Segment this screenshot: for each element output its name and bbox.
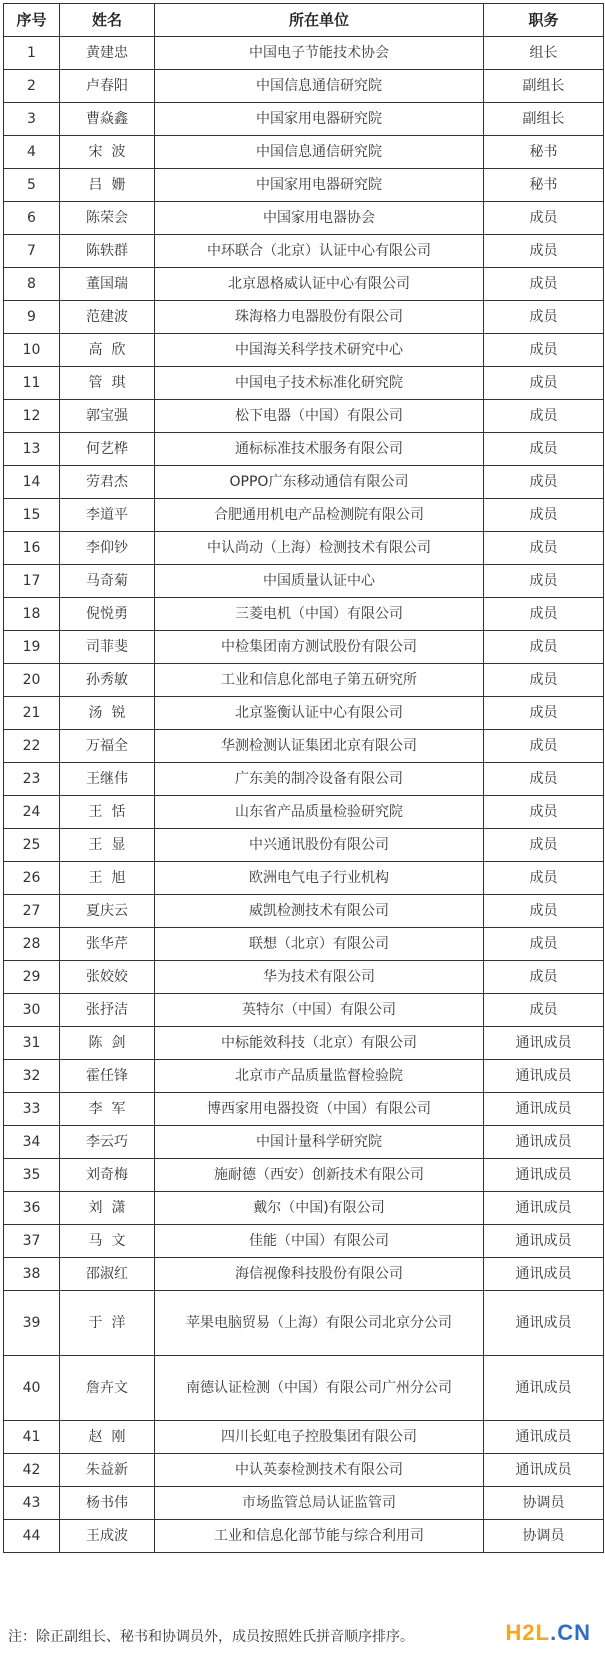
header-index: 序号 <box>4 4 60 37</box>
cell-index: 19 <box>4 631 60 664</box>
cell-role: 通讯成员 <box>484 1421 604 1454</box>
cell-name: 刘 潇 <box>60 1192 155 1225</box>
cell-organization: 市场监管总局认证监管司 <box>155 1487 484 1520</box>
cell-organization: 中检集团南方测试股份有限公司 <box>155 631 484 664</box>
cell-name: 朱益新 <box>60 1454 155 1487</box>
cell-role: 成员 <box>484 466 604 499</box>
table-row <box>4 730 604 763</box>
cell-index: 15 <box>4 499 60 532</box>
table-row <box>4 1356 604 1421</box>
watermark-part1: H2L <box>505 1620 551 1645</box>
cell-role: 成员 <box>484 400 604 433</box>
cell-organization: 戴尔（中国)有限公司 <box>155 1192 484 1225</box>
cell-name: 王 恬 <box>60 796 155 829</box>
cell-name: 陈轶群 <box>60 235 155 268</box>
cell-name: 陈荣会 <box>60 202 155 235</box>
cell-role: 成员 <box>484 499 604 532</box>
cell-role: 副组长 <box>484 70 604 103</box>
cell-index: 14 <box>4 466 60 499</box>
cell-organization: 英特尔（中国）有限公司 <box>155 994 484 1027</box>
cell-name: 杨书伟 <box>60 1487 155 1520</box>
cell-role: 通讯成员 <box>484 1192 604 1225</box>
cell-organization: 北京市产品质量监督检验院 <box>155 1060 484 1093</box>
cell-name: 刘奇梅 <box>60 1159 155 1192</box>
cell-role: 成员 <box>484 763 604 796</box>
table-header-row <box>4 4 604 37</box>
cell-organization: 工业和信息化部电子第五研究所 <box>155 664 484 697</box>
cell-role: 成员 <box>484 367 604 400</box>
cell-index: 25 <box>4 829 60 862</box>
cell-role: 通讯成员 <box>484 1454 604 1487</box>
header-organization: 所在单位 <box>155 4 484 37</box>
cell-index: 3 <box>4 103 60 136</box>
cell-name: 万福全 <box>60 730 155 763</box>
cell-role: 成员 <box>484 433 604 466</box>
table-row <box>4 565 604 598</box>
table-row <box>4 37 604 70</box>
cell-name: 邵淑红 <box>60 1258 155 1291</box>
cell-role: 成员 <box>484 598 604 631</box>
cell-index: 9 <box>4 301 60 334</box>
cell-index: 20 <box>4 664 60 697</box>
cell-organization: 中国信息通信研究院 <box>155 70 484 103</box>
member-table <box>3 3 604 1553</box>
cell-name: 卢春阳 <box>60 70 155 103</box>
table-row <box>4 1027 604 1060</box>
table-row <box>4 103 604 136</box>
cell-organization: 博西家用电器投资（中国）有限公司 <box>155 1093 484 1126</box>
table-row <box>4 829 604 862</box>
cell-role: 成员 <box>484 631 604 664</box>
cell-name: 李道平 <box>60 499 155 532</box>
table-row <box>4 631 604 664</box>
cell-index: 42 <box>4 1454 60 1487</box>
header-name: 姓名 <box>60 4 155 37</box>
cell-name: 范建波 <box>60 301 155 334</box>
cell-name: 霍任锋 <box>60 1060 155 1093</box>
cell-name: 李云巧 <box>60 1126 155 1159</box>
table-row <box>4 334 604 367</box>
cell-role: 协调员 <box>484 1487 604 1520</box>
cell-organization: 珠海格力电器股份有限公司 <box>155 301 484 334</box>
cell-organization: 海信视像科技股份有限公司 <box>155 1258 484 1291</box>
table-row <box>4 466 604 499</box>
cell-index: 17 <box>4 565 60 598</box>
cell-role: 成员 <box>484 697 604 730</box>
cell-role: 通讯成员 <box>484 1093 604 1126</box>
cell-index: 43 <box>4 1487 60 1520</box>
table-row <box>4 1520 604 1553</box>
cell-index: 10 <box>4 334 60 367</box>
table-row <box>4 664 604 697</box>
cell-index: 21 <box>4 697 60 730</box>
table-row <box>4 136 604 169</box>
table-row <box>4 994 604 1027</box>
cell-role: 成员 <box>484 334 604 367</box>
cell-organization: 苹果电脑贸易（上海）有限公司北京分公司 <box>155 1291 484 1356</box>
table-row <box>4 697 604 730</box>
cell-role: 通讯成员 <box>484 1225 604 1258</box>
table-row <box>4 961 604 994</box>
cell-name: 马奇菊 <box>60 565 155 598</box>
table-row <box>4 1192 604 1225</box>
cell-index: 2 <box>4 70 60 103</box>
table-row <box>4 1225 604 1258</box>
cell-organization: 中国电子节能技术协会 <box>155 37 484 70</box>
cell-index: 37 <box>4 1225 60 1258</box>
cell-name: 董国瑞 <box>60 268 155 301</box>
cell-organization: 中国电子技术标准化研究院 <box>155 367 484 400</box>
cell-organization: 四川长虹电子控股集团有限公司 <box>155 1421 484 1454</box>
cell-name: 王 旭 <box>60 862 155 895</box>
cell-index: 5 <box>4 169 60 202</box>
cell-name: 张华芹 <box>60 928 155 961</box>
table-row <box>4 367 604 400</box>
cell-organization: 佳能（中国）有限公司 <box>155 1225 484 1258</box>
cell-organization: OPPO广东移动通信有限公司 <box>155 466 484 499</box>
cell-name: 王继伟 <box>60 763 155 796</box>
table-row <box>4 70 604 103</box>
cell-role: 成员 <box>484 730 604 763</box>
table-row <box>4 1126 604 1159</box>
table-row <box>4 1454 604 1487</box>
cell-organization: 合肥通用机电产品检测院有限公司 <box>155 499 484 532</box>
cell-role: 成员 <box>484 928 604 961</box>
table-body <box>4 37 604 1553</box>
cell-index: 34 <box>4 1126 60 1159</box>
cell-index: 7 <box>4 235 60 268</box>
cell-index: 18 <box>4 598 60 631</box>
cell-organization: 中国信息通信研究院 <box>155 136 484 169</box>
cell-name: 李仰钞 <box>60 532 155 565</box>
member-table-container <box>3 3 603 1553</box>
cell-role: 成员 <box>484 235 604 268</box>
cell-name: 郭宝强 <box>60 400 155 433</box>
cell-index: 4 <box>4 136 60 169</box>
cell-index: 32 <box>4 1060 60 1093</box>
cell-organization: 松下电器（中国）有限公司 <box>155 400 484 433</box>
cell-role: 秘书 <box>484 169 604 202</box>
table-row <box>4 169 604 202</box>
cell-role: 成员 <box>484 202 604 235</box>
cell-role: 成员 <box>484 961 604 994</box>
cell-name: 高 欣 <box>60 334 155 367</box>
table-row <box>4 1487 604 1520</box>
cell-name: 于 洋 <box>60 1291 155 1356</box>
cell-name: 黄建忠 <box>60 37 155 70</box>
cell-name: 司菲斐 <box>60 631 155 664</box>
cell-organization: 中国家用电器研究院 <box>155 169 484 202</box>
cell-index: 27 <box>4 895 60 928</box>
cell-index: 29 <box>4 961 60 994</box>
cell-name: 夏庆云 <box>60 895 155 928</box>
cell-index: 36 <box>4 1192 60 1225</box>
cell-name: 赵 刚 <box>60 1421 155 1454</box>
cell-role: 成员 <box>484 565 604 598</box>
cell-role: 通讯成员 <box>484 1258 604 1291</box>
cell-role: 成员 <box>484 268 604 301</box>
cell-organization: 施耐德（西安）创新技术有限公司 <box>155 1159 484 1192</box>
cell-role: 成员 <box>484 895 604 928</box>
cell-index: 35 <box>4 1159 60 1192</box>
cell-name: 曹焱鑫 <box>60 103 155 136</box>
cell-index: 33 <box>4 1093 60 1126</box>
cell-organization: 中环联合（北京）认证中心有限公司 <box>155 235 484 268</box>
cell-role: 通讯成员 <box>484 1159 604 1192</box>
cell-role: 通讯成员 <box>484 1356 604 1421</box>
cell-name: 张抒洁 <box>60 994 155 1027</box>
cell-organization: 中国海关科学技术研究中心 <box>155 334 484 367</box>
table-row <box>4 235 604 268</box>
cell-organization: 中国计量科学研究院 <box>155 1126 484 1159</box>
cell-role: 成员 <box>484 829 604 862</box>
cell-index: 39 <box>4 1291 60 1356</box>
cell-name: 孙秀敏 <box>60 664 155 697</box>
cell-name: 王 显 <box>60 829 155 862</box>
cell-index: 8 <box>4 268 60 301</box>
cell-organization: 威凯检测技术有限公司 <box>155 895 484 928</box>
cell-index: 31 <box>4 1027 60 1060</box>
table-row <box>4 862 604 895</box>
cell-role: 成员 <box>484 796 604 829</box>
cell-organization: 山东省产品质量检验研究院 <box>155 796 484 829</box>
cell-organization: 中国家用电器研究院 <box>155 103 484 136</box>
cell-index: 40 <box>4 1356 60 1421</box>
table-row <box>4 1291 604 1356</box>
table-row <box>4 895 604 928</box>
cell-role: 成员 <box>484 862 604 895</box>
cell-organization: 三菱电机（中国）有限公司 <box>155 598 484 631</box>
table-row <box>4 598 604 631</box>
cell-name: 宋 波 <box>60 136 155 169</box>
table-row <box>4 763 604 796</box>
cell-name: 管 琪 <box>60 367 155 400</box>
cell-organization: 联想（北京）有限公司 <box>155 928 484 961</box>
cell-role: 通讯成员 <box>484 1291 604 1356</box>
cell-index: 16 <box>4 532 60 565</box>
cell-name: 詹卉文 <box>60 1356 155 1421</box>
cell-index: 1 <box>4 37 60 70</box>
table-row <box>4 1421 604 1454</box>
cell-index: 23 <box>4 763 60 796</box>
cell-organization: 中兴通讯股份有限公司 <box>155 829 484 862</box>
cell-organization: 中国质量认证中心 <box>155 565 484 598</box>
cell-name: 汤 锐 <box>60 697 155 730</box>
table-row <box>4 202 604 235</box>
table-row <box>4 928 604 961</box>
cell-name: 何艺桦 <box>60 433 155 466</box>
cell-organization: 中认尚动（上海）检测技术有限公司 <box>155 532 484 565</box>
cell-index: 44 <box>4 1520 60 1553</box>
cell-name: 陈 剑 <box>60 1027 155 1060</box>
table-row <box>4 301 604 334</box>
cell-index: 12 <box>4 400 60 433</box>
cell-organization: 工业和信息化部节能与综合利用司 <box>155 1520 484 1553</box>
site-watermark-logo <box>506 1620 591 1646</box>
table-row <box>4 532 604 565</box>
cell-role: 成员 <box>484 664 604 697</box>
cell-organization: 华测检测认证集团北京有限公司 <box>155 730 484 763</box>
footnote: 注：除正副组长、秘书和协调员外，成员按照姓氏拼音顺序排序。 <box>8 1629 414 1645</box>
table-row <box>4 433 604 466</box>
cell-role: 副组长 <box>484 103 604 136</box>
watermark-part2: .CN <box>550 1620 591 1645</box>
header-role: 职务 <box>484 4 604 37</box>
cell-index: 24 <box>4 796 60 829</box>
cell-organization: 华为技术有限公司 <box>155 961 484 994</box>
table-row <box>4 1060 604 1093</box>
table-row <box>4 1159 604 1192</box>
cell-index: 13 <box>4 433 60 466</box>
cell-name: 张姣姣 <box>60 961 155 994</box>
cell-index: 30 <box>4 994 60 1027</box>
cell-role: 协调员 <box>484 1520 604 1553</box>
cell-role: 成员 <box>484 301 604 334</box>
cell-name: 王成波 <box>60 1520 155 1553</box>
cell-role: 通讯成员 <box>484 1126 604 1159</box>
cell-index: 11 <box>4 367 60 400</box>
table-row <box>4 796 604 829</box>
cell-index: 28 <box>4 928 60 961</box>
cell-name: 马 文 <box>60 1225 155 1258</box>
cell-organization: 北京恩格威认证中心有限公司 <box>155 268 484 301</box>
cell-organization: 欧洲电气电子行业机构 <box>155 862 484 895</box>
cell-index: 26 <box>4 862 60 895</box>
cell-role: 通讯成员 <box>484 1027 604 1060</box>
cell-name: 李 军 <box>60 1093 155 1126</box>
table-row <box>4 400 604 433</box>
cell-index: 22 <box>4 730 60 763</box>
cell-role: 秘书 <box>484 136 604 169</box>
cell-role: 成员 <box>484 994 604 1027</box>
cell-index: 41 <box>4 1421 60 1454</box>
cell-organization: 通标标准技术服务有限公司 <box>155 433 484 466</box>
cell-organization: 广东美的制冷设备有限公司 <box>155 763 484 796</box>
cell-name: 倪悦勇 <box>60 598 155 631</box>
cell-index: 38 <box>4 1258 60 1291</box>
table-row <box>4 1093 604 1126</box>
cell-role: 通讯成员 <box>484 1060 604 1093</box>
cell-name: 劳君杰 <box>60 466 155 499</box>
cell-organization: 中标能效科技（北京）有限公司 <box>155 1027 484 1060</box>
cell-name: 吕 姗 <box>60 169 155 202</box>
cell-organization: 南德认证检测（中国）有限公司广州分公司 <box>155 1356 484 1421</box>
cell-role: 组长 <box>484 37 604 70</box>
table-row <box>4 499 604 532</box>
cell-organization: 中国家用电器协会 <box>155 202 484 235</box>
cell-role: 成员 <box>484 532 604 565</box>
table-row <box>4 1258 604 1291</box>
table-row <box>4 268 604 301</box>
cell-index: 6 <box>4 202 60 235</box>
cell-organization: 中认英泰检测技术有限公司 <box>155 1454 484 1487</box>
cell-organization: 北京鉴衡认证中心有限公司 <box>155 697 484 730</box>
